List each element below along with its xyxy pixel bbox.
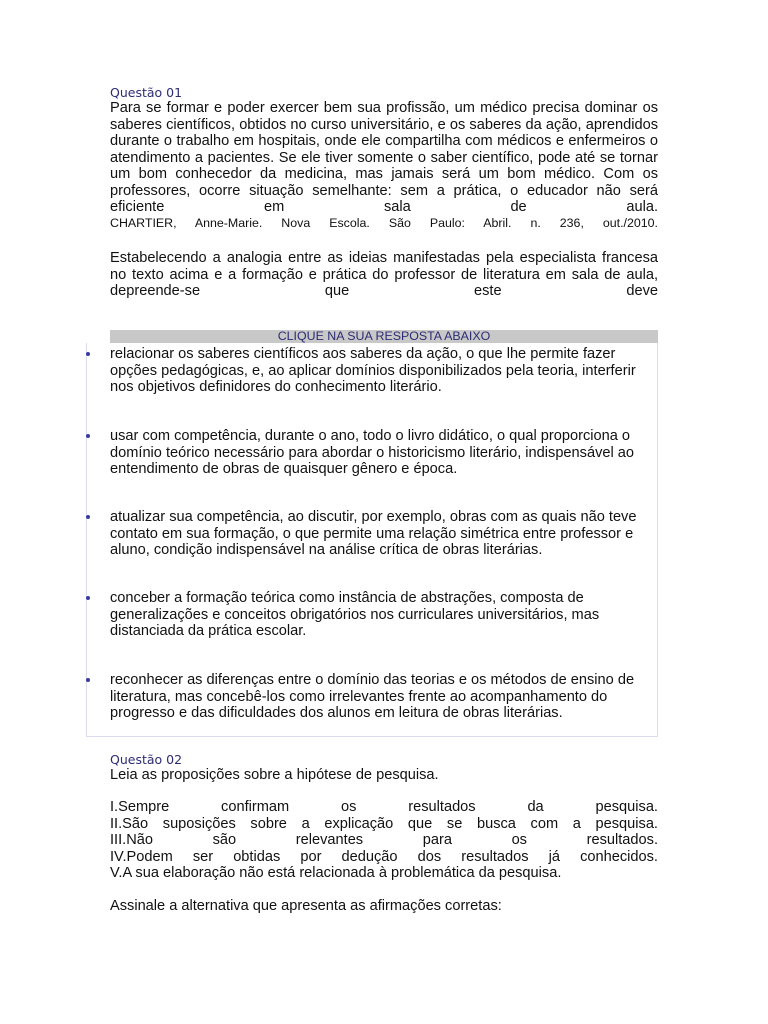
bullet-icon [86,678,90,682]
question-2-label: Questão 02 [110,752,183,767]
answer-option-text[interactable]: usar com competência, durante o ano, todo o livro didático, o qual proporciona o domínio teórico necessário para abordar o historicismo literário, indispensável ao entendimento de obras de quaisquer gênero e época. [110,428,635,477]
answer-option-text[interactable]: relacionar os saberes científicos aos saberes da ação, o que lhe permite fazer opções pedagógicas, e, ao aplicar domínios disponibilizados pela teoria, interferir nos objetivos definidores do conhecimento literário. [110,346,636,395]
proposition-item: V.A sua elaboração não está relacionada à problemática da pesquisa. [110,865,562,881]
proposition-item: I.Sempre confirmam os resultados da pesquisa. [110,799,658,815]
proposition-item: III.Não são relevantes para os resultados. [110,832,658,848]
question-2-intro: Leia as proposições sobre a hipótese de pesquisa. [110,767,439,783]
answer-option-text[interactable]: reconhecer as diferenças entre o domínio das teorias e os métodos de ensino de literatura, mas concebê-los como irrelevantes frente ao acompanhamento do progresso e das dificuldades dos alunos em leitura de obras literárias. [110,672,635,721]
proposition-item: II.São suposições sobre a explicação que se busca com a pesquisa. [110,815,658,832]
question-2-instruction: Assinale a alternativa que apresenta as afirmações corretas: [110,898,502,914]
answer-instruction-bar: CLIQUE NA SUA RESPOSTA ABAIXO [110,330,658,343]
question-2-propositions [110,799,658,882]
bullet-icon [86,515,90,519]
question-1-citation: CHARTIER, Anne-Marie. Nova Escola. São Paulo: Abril. n. 236, out./2010. [110,216,658,230]
question-1-text: Para se formar e poder exercer bem sua profissão, um médico precisa dominar os saberes científicos, obtidos no curso universitário, e os saberes da ação, aprendidos durante o trabalho em hospitais, onde ele compartilha com médicos e enfermeiros o atendimento a pacientes. Se ele tiver somente o saber científico, pode até se tornar um bom conhecedor da medicina, mas jamais será um bom médico. Com os professores, ocorre situação semelhante: sem a prática, o educador não será eficiente em sala de aula. [110,100,658,215]
proposition-item: IV.Podem ser obtidas por dedução dos resultados já conhecidos. [110,848,658,865]
answer-option-text[interactable]: conceber a formação teórica como instância de abstrações, composta de generalizações e conceitos obrigatórios nos curriculares universitários, mas distanciada da prática escolar. [110,590,600,639]
question-1-prompt: Estabelecendo a analogia entre as ideias manifestadas pela especialista francesa no texto acima e a formação e prática do professor de literatura em sala de aula, depreende-se que este deve [110,250,658,299]
bullet-icon [86,596,90,600]
answer-option-text[interactable]: atualizar sua competência, ao discutir, por exemplo, obras com as quais não teve contato em sua formação, o que permite uma relação simétrica entre professor e aluno, condição indispensável na análise crítica de obras literárias. [110,509,637,558]
question-1-label: Questão 01 [110,85,183,100]
bullet-icon [86,434,90,438]
bullet-icon [86,352,90,356]
